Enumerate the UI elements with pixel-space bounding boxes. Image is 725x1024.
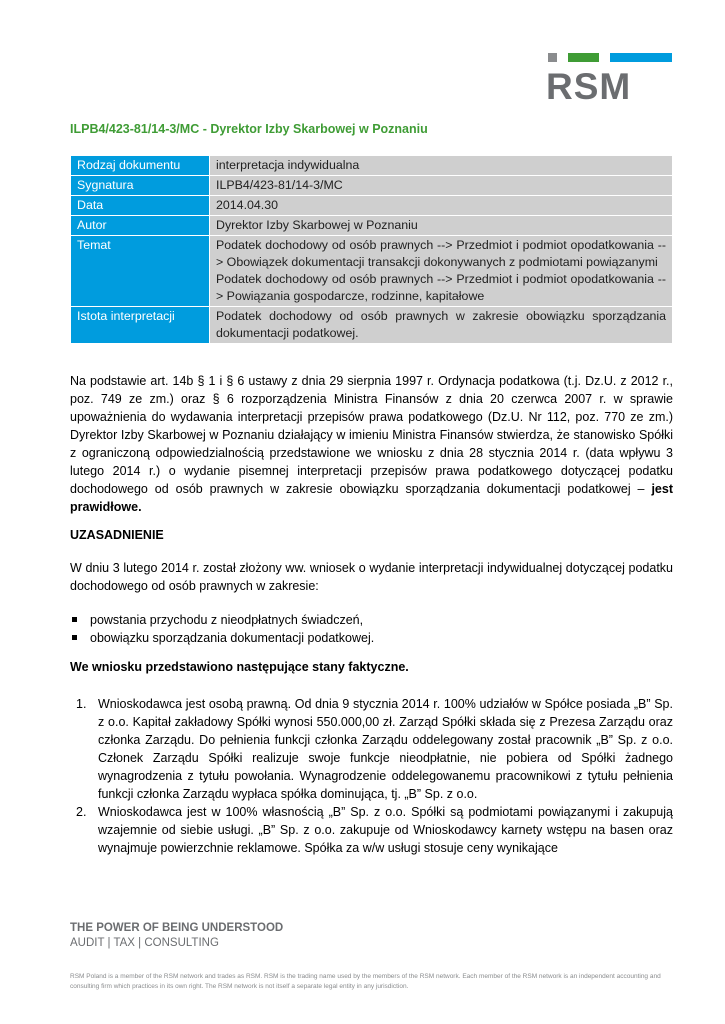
facts-heading: We wniosku przedstawiono następujące stany faktyczne. <box>70 660 409 674</box>
meta-value <box>210 156 673 176</box>
list-item: obowiązku sporządzania dokumentacji podatkowej. <box>70 629 374 647</box>
meta-value-line: Podatek dochodowy od osób prawnych w zakresie obowiązku sporządzania dokumentacji podatkowej. <box>216 309 666 340</box>
meta-value <box>210 176 673 196</box>
table-row <box>71 307 673 344</box>
logo-bar-gray <box>548 53 557 62</box>
document-heading: ILPB4/423-81/14-3/MC - Dyrektor Izby Skarbowej w Poznaniu <box>70 122 428 136</box>
meta-key: Sygnatura <box>71 176 210 196</box>
facts-list <box>70 695 673 857</box>
meta-value-line: Dyrektor Izby Skarbowej w Poznaniu <box>216 218 418 232</box>
meta-value-line: Podatek dochodowy od osób prawnych --> Przedmiot i podmiot opodatkowania --> Obowiązek dokumentacji transakcji dokonywanych z podmiotami powiązanymi <box>216 238 666 269</box>
meta-value-line: Podatek dochodowy od osób prawnych --> Przedmiot i podmiot opodatkowania --> Powiązania gospodarcze, rodzinne, kapitałowe <box>216 272 666 303</box>
item-number: 1. <box>76 697 87 711</box>
metadata-table <box>70 155 673 344</box>
meta-value <box>210 216 673 236</box>
meta-value <box>210 236 673 307</box>
table-row <box>71 176 673 196</box>
meta-value <box>210 307 673 344</box>
item-text: Wnioskodawca jest osobą prawną. Od dnia 9 stycznia 2014 r. 100% udziałów w Spółce posiada „B” Sp. z o.o. Kapitał zakładowy Spółki wynosi 550.000,00 zł. Zarząd Spółki składa się z Prezesa Zarządu oraz członka Zarządu. Do pełnienia funkcji członka Zarządu oddelegowany został pracownik „B” Sp. z o.o. Członek Zarządu Spółki realizuje swoje funkcje nieodpłatnie, nie pobiera od Spółki żadnego wynagrodzenia z tytułu powołania. Wynagrodzenie oddelegowanemu pracownikowi z tytułu pełnienia funkcji członka Zarządu wypłaca spółka dominująca, tj. „B” Sp. z o.o. <box>98 697 673 801</box>
logo-bar-blue <box>610 53 672 62</box>
table-row <box>71 216 673 236</box>
list-item <box>70 695 673 803</box>
meta-value-line: 2014.04.30 <box>216 198 279 212</box>
rsm-logo <box>548 53 672 107</box>
meta-value-line: ILPB4/423-81/14-3/MC <box>216 178 343 192</box>
meta-key: Data <box>71 196 210 216</box>
meta-key: Autor <box>71 216 210 236</box>
logo-bar-green <box>568 53 599 62</box>
request-paragraph: W dniu 3 lutego 2014 r. został złożony ww. wniosek o wydanie interpretacji indywidualnej dotyczącej podatku dochodowego od osób prawnych w zakresie: <box>70 561 673 593</box>
logo-wordmark: RSM <box>546 66 632 107</box>
footer-fine-print: RSM Poland is a member of the RSM network and trades as RSM. RSM is the trading name used by the members of the RSM network. Each member of the RSM network is an independent accounting and consulting firm which practices in its own right. The RSM network is not itself a separate legal entity in any jurisdiction. <box>70 973 661 990</box>
uzasadnienie-heading: UZASADNIENIE <box>70 528 164 542</box>
meta-key: Temat <box>71 236 210 307</box>
list-item <box>70 803 673 857</box>
footer-tagline: THE POWER OF BEING UNDERSTOOD <box>70 922 284 934</box>
meta-value <box>210 196 673 216</box>
intro-paragraph <box>70 372 673 516</box>
list-item: powstania przychodu z nieodpłatnych świadczeń, <box>70 611 374 629</box>
table-row <box>71 236 673 307</box>
intro-text: Na podstawie art. 14b § 1 i § 6 ustawy z dnia 29 sierpnia 1997 r. Ordynacja podatkowa (t.j. Dz.U. z 2012 r., poz. 749 ze zm.) oraz § 6 rozporządzenia Ministra Finansów z dnia 20 czerwca 2007 r. w sprawie upoważnienia do wydawania interpretacji przepisów prawa podatkowego (Dz.U. Nr 112, poz. 770 ze zm.) Dyrektor Izby Skarbowej w Poznaniu działający w imieniu Ministra Finansów stwierdza, że stanowisko Spółki z ograniczoną odpowiedzialnością przedstawione we wniosku z dnia 28 stycznia 2014 r. (data wpływu 3 lutego 2014 r.) o wydanie pisemnej interpretacji przepisów prawa podatkowego dotyczącej podatku dochodowego od osób prawnych w zakresie obowiązku sporządzania dokumentacji podatkowej – <box>70 374 673 496</box>
item-text: Wnioskodawca jest w 100% własnością „B” Sp. z o.o. Spółki są podmiotami powiązanymi i zakupują wzajemnie od siebie usługi. „B” Sp. z o.o. zakupuje od Wnioskodawcy karnety wstępu na basen oraz wynajmuje powierzchnie reklamowe. Spółka za w/w usługi stosuje ceny wynikające <box>98 805 673 855</box>
meta-key: Rodzaj dokumentu <box>71 156 210 176</box>
item-number: 2. <box>76 805 87 819</box>
scope-list <box>70 611 374 647</box>
table-row <box>71 156 673 176</box>
table-row <box>71 196 673 216</box>
meta-value-line: interpretacja indywidualna <box>216 158 360 172</box>
footer-services: AUDIT | TAX | CONSULTING <box>70 937 219 949</box>
meta-key: Istota interpretacji <box>71 307 210 344</box>
intro-verdict: jest prawidłowe. <box>70 482 673 514</box>
